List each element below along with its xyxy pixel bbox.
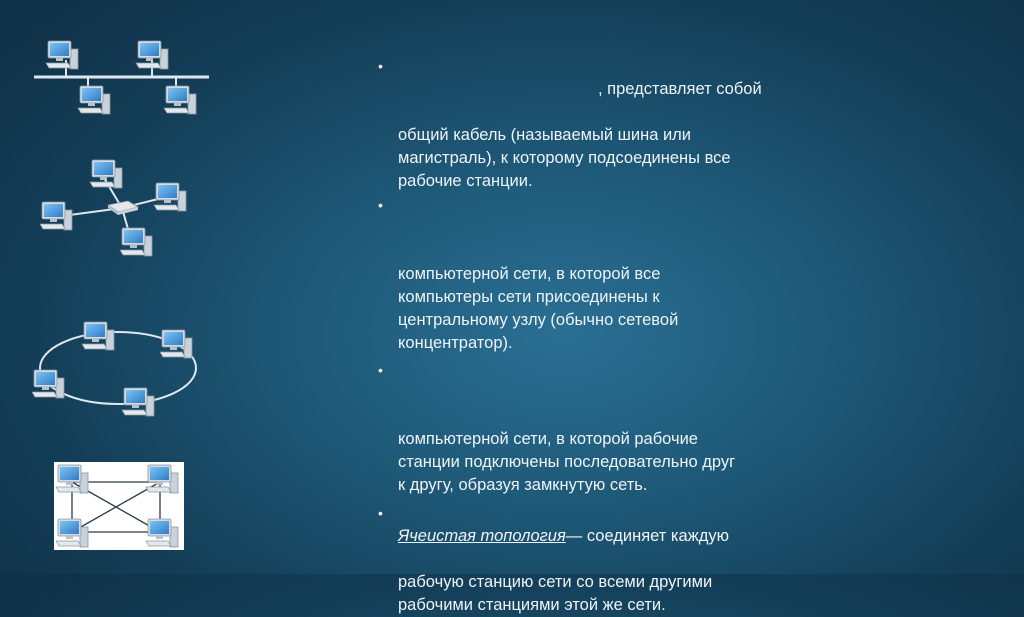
computer-icon: [40, 202, 72, 230]
bus-text: общий кабель (называемый шина или магистраль), к которому подсоединены все рабочие станции.: [398, 126, 731, 190]
ring-text: компьютерной сети, в которой рабочие станции подключены последовательно друг к другу, образуя замкнутую сеть.: [398, 430, 736, 494]
mesh-first-line: [398, 525, 798, 548]
computer-icon: [90, 160, 122, 188]
ring-topology-diagram: [32, 322, 196, 416]
computer-icon: [136, 41, 168, 69]
mesh-text: рабочую станцию сети со всеми другими рабочими станциями этой же сети.: [398, 573, 713, 614]
hub-icon: [108, 201, 138, 215]
computer-icon: [154, 183, 186, 211]
mesh-topology-name: Ячеистая топология: [398, 527, 566, 545]
computer-icon: [82, 322, 114, 350]
computer-icon: [120, 228, 152, 256]
bullet: •: [378, 505, 383, 521]
star-topology-diagram: [40, 160, 186, 256]
mesh-first-line-rest: — соединяет каждую: [565, 527, 729, 545]
computer-icon: [122, 388, 154, 416]
computer-icon: [160, 330, 192, 358]
star-text: компьютерной сети, в которой все компьютеры сети присоединены к центральному узлу (обычно сетевой концентратор).: [398, 265, 679, 352]
star-first-line: [398, 217, 798, 240]
bus-first-line-rest: , представляет собой: [598, 80, 762, 98]
computer-icon: [46, 41, 78, 69]
bullet: •: [378, 58, 383, 74]
bullet: •: [378, 362, 383, 378]
bus-first-line: [398, 78, 798, 101]
computer-icon: [78, 86, 110, 114]
mesh-topology-diagram: [54, 462, 184, 550]
computer-icon: [32, 370, 64, 398]
bus-topology-diagram: [34, 41, 209, 114]
bullet: •: [378, 197, 383, 213]
ring-first-line: [398, 382, 798, 405]
computer-icon: [164, 86, 196, 114]
